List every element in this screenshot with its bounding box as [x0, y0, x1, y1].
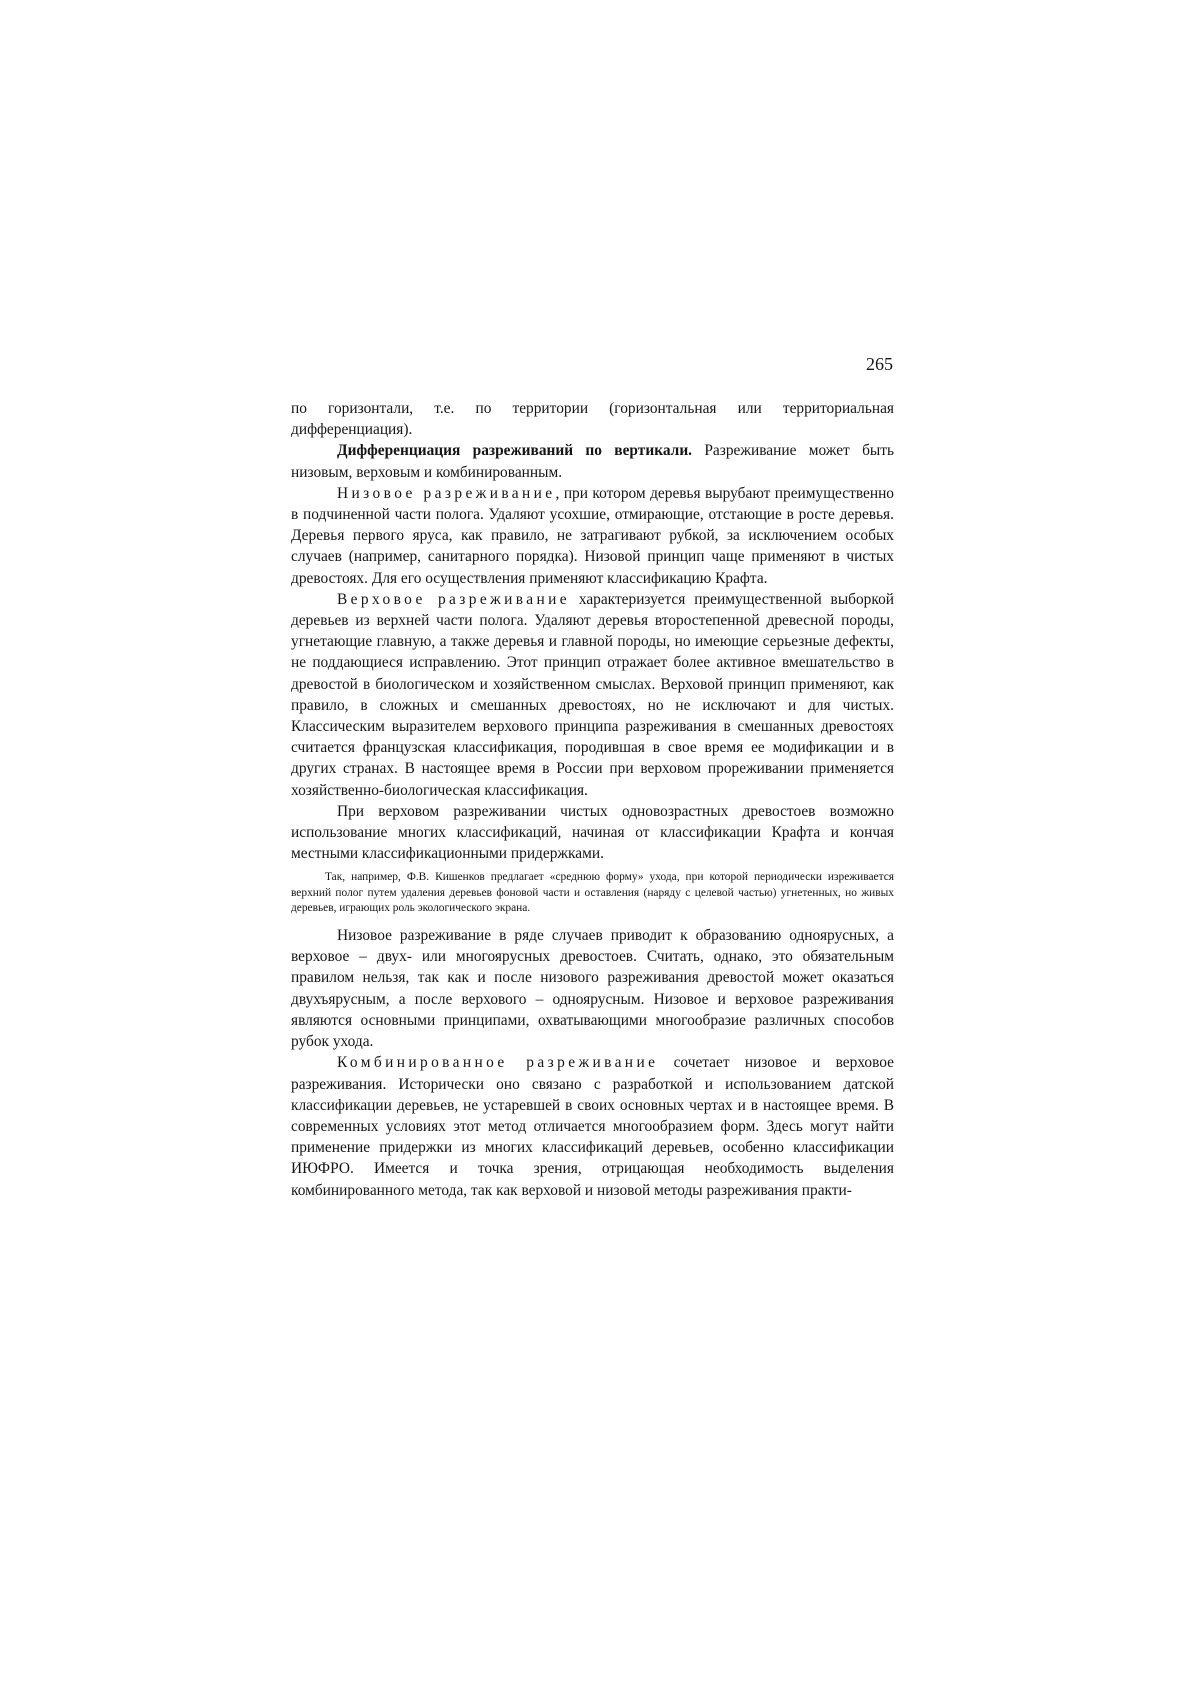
term-low-thinning: Низовое разреживание: [337, 484, 556, 502]
paragraph-pure-stands: При верховом разреживании чистых одновозрастных древостоев возможно использование многих классификаций, начиная от классификации Крафта и кончая местными классификационными придержками.: [291, 802, 894, 863]
paragraph-storey-structure: Низовое разреживание в ряде случаев приводит к образованию одноярусных, а верховое – двух- или многоярусных древостоев. Считать, однако, это обязательным правилом нельзя, так как и после низового разреживания древостой может оказаться двухъярусным, а после верхового – одноярусным. Низовое и верховое разреживания являются основными принципами, охватывающими многообразие различных способов рубок ухода.: [291, 927, 894, 1051]
paragraph-text: сочетает низовое и верховое разреживания. Исторически оно связано с разработкой и использованием датской классификации деревьев, не устаревшей в своих основных чертах и в настоящее время. В современных условиях этот метод отличается многообразием форм. Здесь могут найти применение придержки из многих классификаций деревьев, особенно классификации ИЮФРО. Имеется и точка зрения, отрицающая необходимость выделения комбинированного метода, так как верховой и низовой методы разреживания практи-: [291, 1054, 894, 1199]
small-print-note: Так, например, Ф.В. Кишенков предлагает «среднюю форму» ухода, при которой периодически изреживается верхний полог путем удаления деревьев фоновой части и оставления (наряду с целевой частью) угнетенных, но живых деревьев, играющих роль экологического экрана.: [291, 871, 894, 914]
text-block: [291, 398, 894, 1201]
paragraph-text: , при котором деревья вырубают преимущественно в подчиненной части полога. Удаляют усохшие, отмирающие, отстающие в росте деревья. Деревья первого яруса, как правило, не затрагивают рубкой, за исключением особых случаев (например, санитарного порядка). Низовой принцип чаще применяют в чистых древостоях. Для его осуществления применяют классификацию Крафта.: [291, 484, 894, 587]
paragraph-text: Разреживание может быть низовым, верховым и комбинированным.: [291, 442, 894, 481]
section-heading: Дифференциация разреживаний по вертикали.: [337, 442, 693, 460]
page-number: 265: [866, 354, 893, 374]
paragraph-text: характеризуется преимущественной выборкой деревьев из верхней части полога. Удаляют деревья второстепенной древесной породы, угнетающие главную, а также деревья и главной породы, но имеющие серьезные дефекты, не поддающиеся исправлению. Этот принцип отражает более активное вмешательство в древостой в биологическом и хозяйственном смыслах. Верховой принцип применяют, как правило, в сложных и смешанных древостоях, но не исключают и для чистых. Классическим выразителем верхового принципа разреживания в смешанных древостоях считается французская классификация, породившая в свое время ее модификации и в других странах. В настоящее время в России при верховом прореживании применяется хозяйственно-биологическая классификация.: [291, 590, 895, 799]
paragraph-crown-thinning: [291, 589, 894, 801]
term-combined-thinning: Комбинированное разреживание: [337, 1054, 659, 1072]
paragraph-combined-thinning: [291, 1052, 894, 1200]
paragraph-continuation: по горизонтали, т.е. по территории (горизонтальная или территориальная дифференциация).: [291, 400, 894, 439]
paragraph-low-thinning: [291, 483, 894, 589]
term-crown-thinning: Верховое разреживание: [337, 590, 570, 608]
paragraph-vertical-differentiation: [291, 440, 894, 482]
